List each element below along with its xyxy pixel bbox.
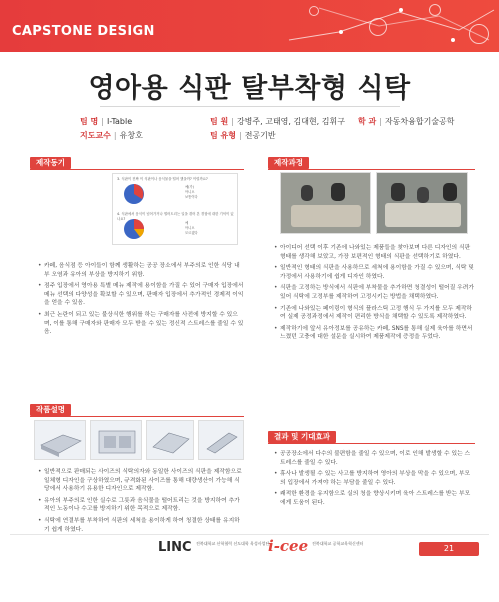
section-line-process [268,169,475,170]
members-label: 팀 원 [210,117,229,126]
result-bullets [274,450,474,511]
members-value: 강병주, 고태영, 김대현, 김휘구 [236,117,345,126]
info-advisor: 지도교수 | 유창호 [80,131,143,140]
product-render-2 [90,420,142,460]
icee-logo-sub: 전북대학교 공학교육혁신센터 [312,541,364,546]
process-photo-2 [376,172,468,234]
dept-label: 학 과 [358,117,377,126]
type-label: 팀 유형 [210,131,236,140]
dept-value: 자동차융합기술공학 [384,117,455,126]
section-head-motivation: 제작동기 [30,157,71,169]
list-item: • 유아의 부주의로 인한 실수로 그릇과 음식물을 떨어트리는 것을 방지하여 추가적인 노동이나 수고를 방지하기 위한 목적으로 제작함. [38,497,244,514]
info-team: 팀 명 | I-Table [80,117,133,126]
pie-chart-1 [123,183,145,205]
section-head-process: 제작과정 [268,157,309,169]
title-divider [100,106,400,107]
list-item: • 카페, 음식점 등 아이들이 함께 생활하는 공공 장소에서 부주의로 인한 식당 내부 오염과 유아의 부상을 방지하기 위함. [38,262,244,279]
list-item: • 일반적인 형태의 식판을 사용하므로 세척에 용이함을 가질 수 있으며, 식탁 및 가정에서 사용하기에 쉽게 디자인 하였다. [274,264,474,281]
section-head-result: 결과 및 기대효과 [268,431,336,443]
page-title: 영아용 식판 탈부착형 식탁 [88,73,411,104]
info-members: 팀 원 | 강병주, 고태영, 김대현, 김휘구 [210,117,345,126]
section-line-result [268,443,475,444]
header-decoration [279,0,499,52]
process-photo-1 [280,172,371,234]
list-item: • 제작하기에 앞서 유아정보를 공유하는 카페, SNS를 통해 실제 육아를 하면서 느꼈던 고충에 대한 설문을 실시하여 제품제작에 증정을 두었다. [274,325,474,342]
pie-chart-2 [123,218,145,240]
product-render-3 [146,420,194,460]
band-title: CAPSTONE DESIGN [12,24,155,39]
product-bullets [38,468,244,537]
type-value: 전공기반 [244,131,276,140]
list-item: • 공공장소에서 다수의 불편함을 줄일 수 있으며, 이로 인해 발생할 수 있는 스트레스를 줄일 수 있다. [274,450,474,467]
team-value: I-Table [106,117,133,126]
survey-q1-legend: 예(가) 아니오 보통이다 [185,185,198,199]
list-item: • 아이디어 선택 이후 기존에 나와있는 제품들을 찾아보며 다른 디자인의 식판 형태를 생각해 보았고, 가장 보편적인 형태의 식판을 선택하기로 하였다. [274,244,474,261]
team-label: 팀 명 [80,117,99,126]
header-band [0,0,499,52]
info-dept: 학 과 | 자동차융합기술공학 [358,117,455,126]
list-item: • 쾌적한 환경을 유지함으로 실의 청을 향상시키며 육아 스트레스를 받는 부모에게 도움이 된다. [274,490,474,507]
info-type: 팀 유형 | 전공기반 [210,131,276,140]
survey-q1: 3. 식판이 진짜 이 식판이나 음식물을 떨어 했을까? 이럴까요? [117,177,208,181]
survey-image [112,173,238,245]
icee-logo: i-cee [268,537,309,555]
linc-logo: LINC [158,540,192,555]
motivation-bullets [38,262,244,340]
process-bullets [274,244,474,345]
advisor-value: 유창호 [119,131,143,140]
list-item: • 일반적으로 판매되는 사이즈의 식탁의자와 동일한 사이즈의 식판을 제작함으로 일체형 디자인을 구상하였으며, 규격화된 사이즈를 통해 대량생산이 가능해 식당에서 사용하기 유용한 디자인으로 제작함. [38,468,244,494]
section-line-product [30,416,244,417]
linc-logo-sub: 전북대학교 산학협력 선도대학 육성사업단 [196,541,270,546]
list-item: • 식판을 고정하는 방식에서 식판에 부착물을 추가하면 청결성이 떨어질 우려가 있어 식탁에 고정부를 제작하여 고정시키는 방법을 채택하였다. [274,284,474,301]
section-head-product: 작품설명 [30,404,71,416]
survey-q2: 4. 식판에서 음식이 넘어가거나 떨어트리는 일을 겪어 본 경험에 대한 기억이 있나요? [117,212,234,221]
list-item: • 최근 논란이 되고 있는 불상식한 행위를 하는 구매자를 사전에 방지할 수 있으며, 이를 통해 구매자와 판매자 모두 받을 수 있는 정신적 스트레스를 줄일 수 있음. [38,311,244,337]
list-item: • 점주 입장에서 영아용 특별 메뉴 제작에 용이함을 가질 수 있어 구매자 입장에서 메뉴 선택의 다양성을 확보할 수 있으며, 판매자 입장에서 추가적인 경제적 이익을 얻을 수 있음. [38,282,244,308]
list-item: • 휴사나 발생될 수 있는 사고를 방지하여 영아의 부상을 막을 수 있으며, 부모의 입장에서 가져야 하는 부담을 줄일 수 있다. [274,470,474,487]
survey-q2-legend: 예 아니오 모르겠다 [185,221,198,235]
footer-divider [10,534,489,535]
section-line-motivation [30,169,244,170]
list-item: • 기존에 나와있는 페이링이 형식의 플라스틱 고정 행식 두 가지를 모두 제작하여 실제 공정과정에서 제작이 편리한 방식을 채택할 수 있도록 제작하였다. [274,305,474,322]
product-render-1 [34,420,86,460]
page-number: 21 [419,542,479,556]
advisor-label: 지도교수 [80,131,111,140]
list-item: • 식탁에 연결부를 부착하여 식판의 세척을 용이하게 하여 청결한 상태를 유지하기 쉽게 하였다. [38,517,244,534]
product-render-4 [198,420,244,460]
